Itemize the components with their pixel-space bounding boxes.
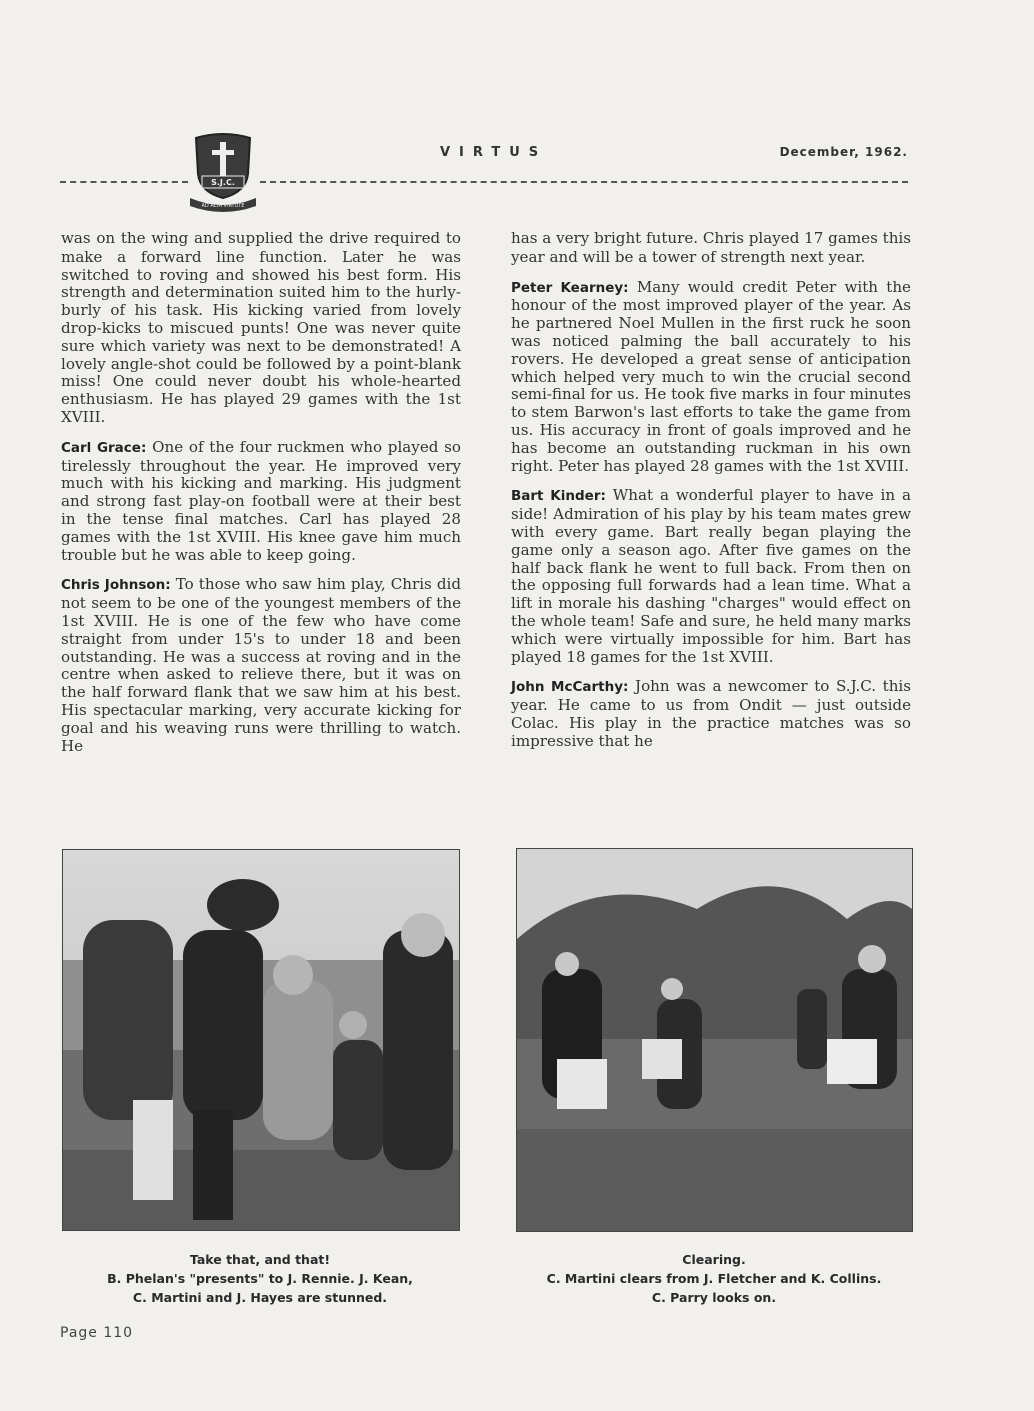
paragraph-text: To those who saw him play, Chris did not seem to be one of the youngest members of the 1st XVIII. He is one of the few who have come straight from under 15's to under 18 and been outstanding. He was a success at roving and in the centre when asked to relieve there, but it was on the half forward flank that we saw him at his best. His spectacular marking, very accurate kicking for goal and his weaving runs were thrilling to watch. He — [61, 575, 461, 755]
left-text-column — [61, 230, 461, 767]
paragraph-text: was on the wing and supplied the drive required to make a forward line function. Later he was switched to roving and showed his best form. His strength and determination suited him to the hurly-burly of his task. His kicking varied from lovely drop-kicks to miscued punts! One was never quite sure which variety was next to be demonstrated! A lovely angle-shot could be followed by a point-blank miss! One could never doubt his whole-hearted enthusiasm. He has played 29 games with the 1st XVIII. — [61, 229, 461, 426]
paragraph-text: has a very bright future. Chris played 17 games this year and will be a tower of strength next year. — [511, 229, 911, 266]
caption-line: Clearing. — [682, 1252, 746, 1267]
player-name: Peter Kearney: — [511, 279, 629, 296]
player-name: Bart Kinder: — [511, 488, 606, 505]
caption-line: Take that, and that! — [189, 1252, 331, 1267]
paragraph — [61, 439, 461, 565]
paragraph — [511, 230, 911, 267]
paragraph — [511, 678, 911, 750]
photo-caption-left — [62, 1250, 458, 1307]
football-photo-marking — [62, 849, 460, 1231]
header-rule-left — [60, 181, 188, 183]
school-crest-icon — [188, 132, 258, 212]
caption-line: B. Phelan's "presents" to J. Rennie. J. Kean, — [107, 1271, 413, 1286]
photo-caption-right — [514, 1250, 914, 1307]
header-rule-right — [260, 181, 908, 183]
caption-line: C. Martini clears from J. Fletcher and K. Collins. — [546, 1271, 882, 1286]
right-text-column — [511, 230, 911, 763]
paragraph — [61, 576, 461, 755]
paragraph — [511, 487, 911, 666]
paragraph — [61, 230, 461, 427]
caption-line: C. Martini and J. Hayes are stunned. — [132, 1290, 388, 1305]
paragraph — [511, 279, 911, 476]
paragraph-text: John was a newcomer to S.J.C. this year. He came to us from Ondit — just outside Colac. His play in the practice matches was so impressive that he — [511, 677, 912, 750]
page-number: Page 110 — [60, 1325, 134, 1341]
football-photo-clearing — [516, 848, 913, 1232]
paragraph-text: Many would credit Peter with the honour of the most improved player of the year. As he partnered Noel Mullen in the first ruck he soon was noticed palming the ball accurately to his rovers. He developed a great sense of anticipation which helped very much to win the crucial second semi-final for us. He took five marks in four minutes to stem Barwon's last efforts to take the game from us. His accuracy in front of goals improved and he has become an outstanding ruckman in his own right. Peter has played 28 games with the 1st XVIII. — [511, 277, 911, 475]
svg-text:S.J.C.: S.J.C. — [211, 178, 235, 187]
player-name: Carl Grace: — [61, 439, 147, 456]
caption-line: C. Parry looks on. — [651, 1290, 777, 1305]
paragraph-text: What a wonderful player to have in a side! Admiration of his play by his team mates grew with every game. Bart really began playing the game only a season ago. After five games on the half back flank he went to full back. From then on the opposing full forwards had a lean time. What a lift in morale his dashing "charges" would effect on the whole team! Safe and sure, he held many marks which were virtually impossible for him. Bart has played 18 games for the 1st XVIII. — [511, 486, 911, 666]
journal-title: VIRTUS — [440, 145, 548, 160]
issue-date: December, 1962. — [779, 145, 908, 159]
player-name: John McCarthy: — [511, 679, 629, 696]
player-name: Chris Johnson: — [61, 577, 171, 594]
paragraph-text: One of the four ruckmen who played so tirelessly throughout the year. He improved very much with his kicking and marking. His judgment and strong fast play-on football were at their best in the tense final matches. Carl has played 28 games with the 1st XVIII. His knee gave him much trouble but he was able to keep going. — [61, 437, 461, 564]
svg-text:AD ALTA VIRTUTE: AD ALTA VIRTUTE — [201, 203, 245, 209]
